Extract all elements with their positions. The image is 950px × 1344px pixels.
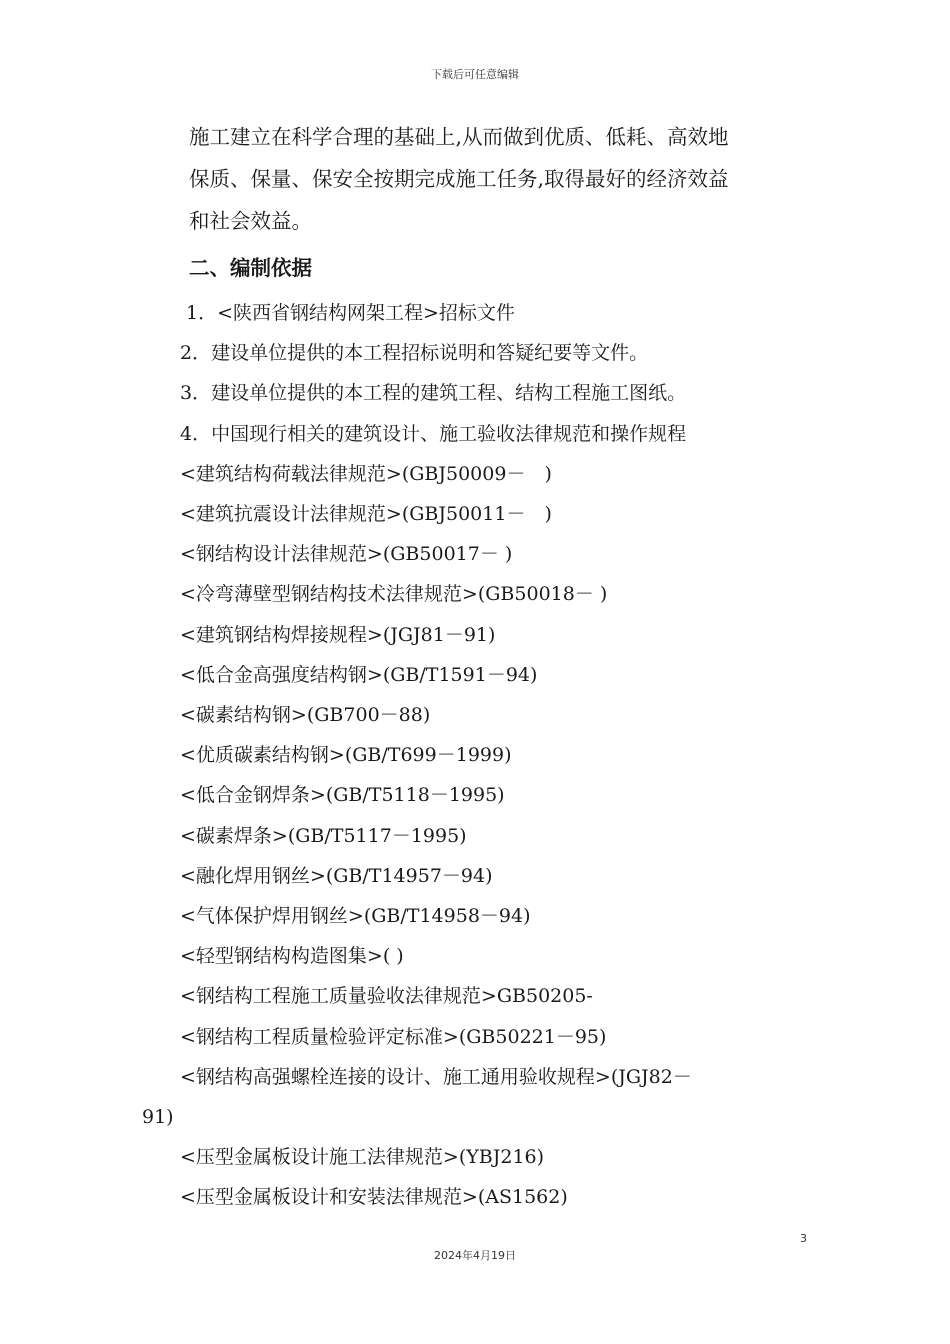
wrapped-line-2: 91) (142, 1106, 174, 1129)
page-footer-date: 2024年4月19日 (434, 1249, 516, 1262)
wrapped-line-1: <钢结构高强螺栓连接的设计、施工通用验收规程>(JGJ82－ (180, 1065, 692, 1088)
list-item: <建筑抗震设计法律规范>(GBJ50011－ ) (180, 503, 552, 526)
list-item: <优质碳素结构钢>(GB/T699－1999) (180, 744, 512, 767)
list-item: <建筑钢结构焊接规程>(JGJ81－91) (180, 623, 496, 646)
list-item: 1．<陕西省钢结构网架工程>招标文件 (186, 302, 515, 324)
list-item: <碳素焊条>(GB/T5117－1995) (180, 824, 467, 847)
list-item: 2．建设单位提供的本工程招标说明和答疑纪要等文件。 (180, 342, 649, 365)
list-item: 4．中国现行相关的建筑设计、施工验收法律规范和操作规程 (180, 422, 687, 445)
list-item: <融化焊用钢丝>(GB/T14957－94) (180, 864, 493, 887)
list-item: <低合金钢焊条>(GB/T5118－1995) (180, 784, 505, 807)
list-item: <低合金高强度结构钢>(GB/T1591－94) (180, 663, 538, 686)
intro-line: 施工建立在科学合理的基础上,从而做到优质、低耗、高效地 (189, 125, 729, 149)
page-number: 3 (800, 1232, 807, 1245)
page-header: 下载后可任意编辑 (431, 68, 519, 81)
list-item: <轻型钢结构构造图集>( ) (180, 945, 404, 968)
list-item: <压型金属板设计施工法律规范>(YBJ216) (180, 1146, 545, 1169)
list-item: <冷弯薄壁型钢结构技术法律规范>(GB50018－ ) (180, 583, 608, 606)
list-item-wrapped (142, 1057, 820, 1137)
list-item: <建筑结构荷载法律规范>(GBJ50009－ ) (180, 462, 552, 485)
list-item: <压型金属板设计和安装法律规范>(AS1562) (180, 1186, 568, 1209)
basis-list (142, 293, 820, 1218)
list-item: <钢结构设计法律规范>(GB50017－ ) (180, 543, 513, 566)
list-item: <碳素结构钢>(GB700－88) (180, 704, 431, 727)
intro-paragraph (189, 116, 829, 242)
intro-line: 和社会效益。 (189, 209, 312, 233)
list-item: <钢结构工程施工质量验收法律规范>GB50205- (180, 985, 593, 1008)
intro-line: 保质、保量、保安全按期完成施工任务,取得最好的经济效益 (189, 167, 729, 191)
list-item: <钢结构工程质量检验评定标准>(GB50221－95) (180, 1025, 607, 1048)
list-item: <气体保护焊用钢丝>(GB/T14958－94) (180, 905, 531, 928)
section-heading: 二、编制依据 (189, 256, 312, 280)
list-item: 3．建设单位提供的本工程的建筑工程、结构工程施工图纸。 (180, 382, 687, 405)
